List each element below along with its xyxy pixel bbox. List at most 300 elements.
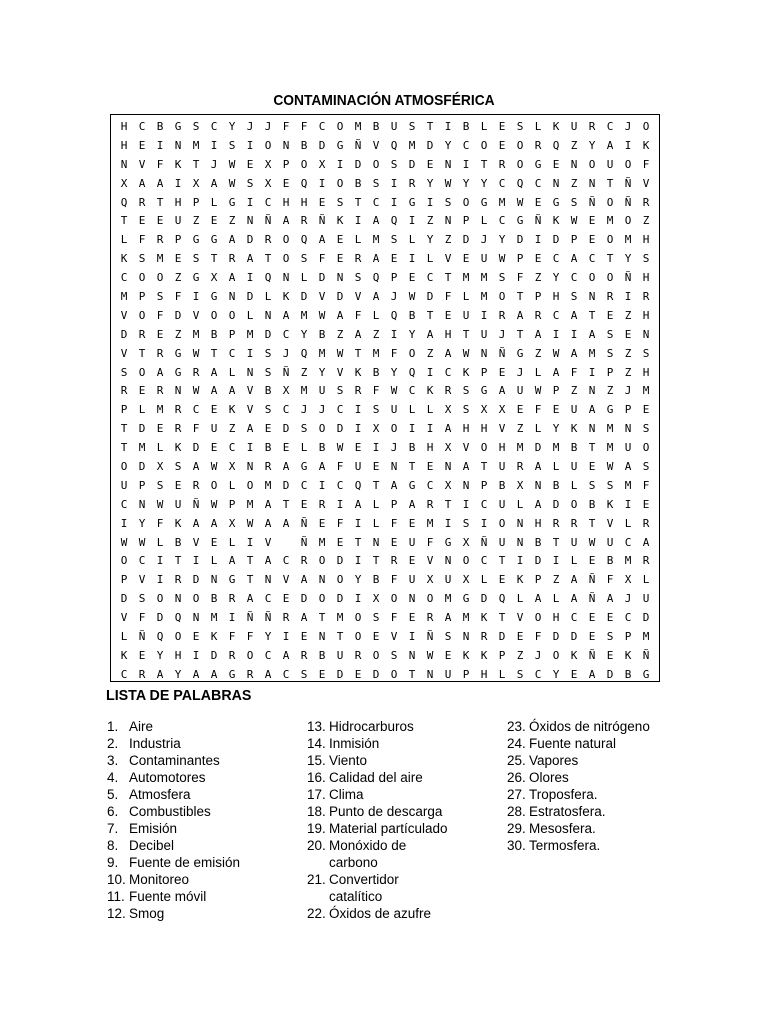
grid-letter: D bbox=[138, 460, 146, 474]
grid-letter: O bbox=[552, 648, 560, 662]
grid-letter: Ñ bbox=[246, 611, 254, 625]
grid-letter: S bbox=[192, 120, 200, 133]
grid-letter: E bbox=[588, 233, 596, 247]
grid-letter: M bbox=[192, 327, 200, 341]
grid-letter: E bbox=[318, 195, 326, 209]
grid-letter: M bbox=[246, 327, 254, 341]
grid-letter: B bbox=[372, 573, 380, 587]
word-text-line: Clima bbox=[329, 787, 364, 802]
grid-letter: O bbox=[462, 554, 470, 568]
grid-letter: P bbox=[390, 497, 398, 511]
word-number: 18. bbox=[307, 804, 326, 819]
word-list-column-2 bbox=[307, 718, 497, 922]
grid-letter: K bbox=[336, 214, 344, 228]
grid-letter: W bbox=[228, 157, 236, 171]
grid-letter: S bbox=[390, 233, 398, 247]
grid-letter: I bbox=[570, 327, 578, 341]
grid-letter: Ñ bbox=[588, 573, 596, 587]
word-list-item bbox=[107, 803, 297, 820]
word-number: 22. bbox=[307, 906, 326, 921]
grid-letter: M bbox=[606, 422, 614, 436]
word-text-line: Troposfera. bbox=[529, 787, 598, 802]
grid-letter: E bbox=[498, 573, 506, 587]
grid-letter: O bbox=[462, 195, 470, 209]
grid-letter: T bbox=[264, 252, 272, 266]
grid-letter: D bbox=[300, 592, 308, 606]
grid-letter: H bbox=[480, 667, 488, 681]
grid-letter: G bbox=[336, 138, 344, 152]
grid-letter: F bbox=[390, 346, 398, 360]
grid-letter: W bbox=[552, 346, 560, 360]
grid-letter: O bbox=[642, 120, 650, 133]
grid-letter: X bbox=[462, 573, 470, 587]
word-number: 15. bbox=[307, 753, 326, 768]
grid-letter: M bbox=[444, 592, 452, 606]
grid-letter: E bbox=[282, 592, 290, 606]
grid-letter: E bbox=[624, 327, 632, 341]
grid-letter: G bbox=[642, 667, 650, 681]
grid-letter: V bbox=[642, 176, 650, 190]
grid-letter: M bbox=[552, 441, 560, 455]
grid-letter: F bbox=[642, 157, 650, 171]
grid-letter: I bbox=[156, 138, 164, 152]
grid-letter: Ñ bbox=[624, 195, 632, 209]
page-title: CONTAMINACIÓN ATMOSFÉRICA bbox=[273, 92, 495, 109]
grid-letter: R bbox=[120, 384, 128, 398]
grid-letter: R bbox=[264, 460, 272, 474]
grid-letter: T bbox=[480, 460, 488, 474]
grid-letter: N bbox=[462, 630, 470, 644]
grid-letter: A bbox=[210, 365, 218, 379]
word-text-line: Combustibles bbox=[129, 804, 211, 819]
grid-letter: S bbox=[570, 195, 578, 209]
grid-letter: O bbox=[282, 252, 290, 266]
grid-letter: R bbox=[156, 233, 164, 247]
grid-letter: E bbox=[138, 214, 146, 228]
grid-letter: H bbox=[462, 422, 470, 436]
grid-letter: L bbox=[372, 516, 380, 530]
grid-letter: Z bbox=[552, 573, 560, 587]
grid-letter: Z bbox=[372, 327, 380, 341]
grid-letter: C bbox=[300, 478, 308, 492]
grid-letter: K bbox=[570, 648, 578, 662]
grid-letter: O bbox=[372, 648, 380, 662]
grid-letter: J bbox=[390, 441, 398, 455]
grid-letter: L bbox=[642, 573, 650, 587]
grid-letter: R bbox=[192, 478, 200, 492]
grid-letter: Z bbox=[426, 346, 434, 360]
grid-letter: F bbox=[138, 611, 146, 625]
grid-letter: E bbox=[462, 252, 470, 266]
grid-letter: O bbox=[390, 592, 398, 606]
grid-letter: N bbox=[246, 214, 254, 228]
grid-letter: I bbox=[354, 554, 362, 568]
grid-letter: S bbox=[516, 120, 524, 133]
word-number: 24. bbox=[507, 736, 526, 751]
grid-letter: D bbox=[282, 422, 290, 436]
grid-letter: X bbox=[372, 422, 380, 436]
word-text bbox=[529, 820, 707, 837]
grid-letter: N bbox=[318, 573, 326, 587]
grid-letter: X bbox=[372, 592, 380, 606]
grid-letter: L bbox=[156, 535, 164, 549]
word-text-line: Estratosfera. bbox=[529, 804, 606, 819]
word-number: 25. bbox=[507, 753, 526, 768]
grid-letter: T bbox=[408, 667, 416, 681]
grid-letter: B bbox=[534, 535, 542, 549]
grid-letter: A bbox=[408, 497, 416, 511]
grid-letter: F bbox=[336, 460, 344, 474]
grid-letter: W bbox=[516, 195, 524, 209]
grid-letter: S bbox=[606, 630, 614, 644]
grid-letter: U bbox=[120, 478, 128, 492]
grid-letter: M bbox=[318, 535, 326, 549]
grid-letter: D bbox=[336, 667, 344, 681]
grid-letter: B bbox=[372, 120, 380, 133]
grid-letter: S bbox=[264, 365, 272, 379]
grid-letter: C bbox=[372, 195, 380, 209]
grid-letter: D bbox=[336, 422, 344, 436]
grid-letter: G bbox=[192, 233, 200, 247]
grid-letter: U bbox=[480, 252, 488, 266]
grid-letter: N bbox=[624, 422, 632, 436]
grid-letter: X bbox=[426, 573, 434, 587]
grid-letter: W bbox=[426, 648, 434, 662]
word-text bbox=[529, 735, 707, 752]
grid-letter: A bbox=[534, 327, 542, 341]
grid-letter: Z bbox=[300, 365, 308, 379]
word-list-item bbox=[307, 718, 497, 735]
grid-letter: L bbox=[480, 214, 488, 228]
grid-letter: O bbox=[354, 630, 362, 644]
grid-letter: G bbox=[516, 346, 524, 360]
grid-letter: Y bbox=[552, 422, 560, 436]
grid-letter: U bbox=[336, 648, 344, 662]
grid-letter: A bbox=[570, 308, 578, 322]
word-text-line: Viento bbox=[329, 753, 368, 768]
grid-letter: T bbox=[426, 120, 434, 133]
grid-letter: J bbox=[624, 592, 632, 606]
grid-letter: I bbox=[408, 630, 416, 644]
grid-letter: Z bbox=[606, 384, 614, 398]
grid-letter: G bbox=[174, 346, 182, 360]
grid-letter: G bbox=[228, 573, 236, 587]
grid-letter: T bbox=[552, 535, 560, 549]
grid-letter: F bbox=[318, 252, 326, 266]
grid-letter: Ñ bbox=[624, 176, 632, 190]
grid-letter: H bbox=[120, 138, 128, 152]
grid-letter: X bbox=[210, 271, 218, 285]
grid-letter: F bbox=[642, 478, 650, 492]
grid-letter: J bbox=[390, 290, 398, 304]
grid-row bbox=[115, 194, 655, 213]
grid-letter: C bbox=[570, 271, 578, 285]
grid-letter: U bbox=[210, 422, 218, 436]
word-text bbox=[329, 871, 497, 905]
grid-letter: D bbox=[264, 327, 272, 341]
grid-letter: S bbox=[120, 365, 128, 379]
grid-letter: A bbox=[354, 327, 362, 341]
word-text-line: Fuente natural bbox=[529, 736, 617, 751]
grid-letter: S bbox=[642, 346, 650, 360]
grid-letter: P bbox=[534, 573, 542, 587]
grid-letter: C bbox=[228, 346, 236, 360]
grid-letter: Z bbox=[336, 327, 344, 341]
grid-letter: E bbox=[498, 365, 506, 379]
word-number: 14. bbox=[307, 736, 326, 751]
grid-letter: I bbox=[444, 120, 452, 133]
grid-letter: R bbox=[282, 611, 290, 625]
grid-letter: B bbox=[318, 441, 326, 455]
grid-letter: E bbox=[588, 460, 596, 474]
grid-letter: S bbox=[372, 403, 380, 417]
grid-letter: R bbox=[534, 308, 542, 322]
grid-letter: U bbox=[444, 573, 452, 587]
grid-letter: E bbox=[336, 252, 344, 266]
grid-letter: M bbox=[336, 611, 344, 625]
grid-letter: A bbox=[336, 308, 344, 322]
grid-letter: S bbox=[390, 157, 398, 171]
grid-letter: E bbox=[390, 535, 398, 549]
grid-letter: C bbox=[480, 554, 488, 568]
grid-letter: T bbox=[120, 214, 128, 228]
grid-letter: C bbox=[498, 214, 506, 228]
grid-letter: W bbox=[498, 252, 506, 266]
grid-letter: R bbox=[228, 592, 236, 606]
grid-letter: A bbox=[318, 233, 326, 247]
word-number: 3. bbox=[107, 753, 119, 768]
grid-letter: Ñ bbox=[282, 365, 290, 379]
word-number: 16. bbox=[307, 770, 326, 785]
grid-letter: B bbox=[156, 120, 164, 133]
grid-letter: V bbox=[192, 535, 200, 549]
grid-letter: W bbox=[210, 497, 218, 511]
grid-letter: R bbox=[156, 384, 164, 398]
grid-letter: V bbox=[282, 573, 290, 587]
grid-letter: R bbox=[390, 554, 398, 568]
grid-letter: L bbox=[300, 441, 308, 455]
grid-letter: Z bbox=[192, 214, 200, 228]
grid-letter: C bbox=[120, 271, 128, 285]
grid-letter: O bbox=[390, 422, 398, 436]
grid-letter: I bbox=[192, 290, 200, 304]
grid-letter: Y bbox=[498, 233, 506, 247]
word-number: 19. bbox=[307, 821, 326, 836]
grid-letter: G bbox=[210, 233, 218, 247]
grid-letter: D bbox=[570, 630, 578, 644]
grid-letter: Z bbox=[426, 214, 434, 228]
grid-letter: O bbox=[246, 648, 254, 662]
grid-letter: O bbox=[390, 667, 398, 681]
word-list-item bbox=[107, 752, 297, 769]
grid-letter: T bbox=[588, 308, 596, 322]
word-list-item bbox=[307, 820, 497, 837]
grid-letter: C bbox=[318, 120, 326, 133]
grid-letter: Z bbox=[624, 308, 632, 322]
grid-letter: E bbox=[282, 176, 290, 190]
grid-letter: W bbox=[408, 290, 416, 304]
grid-letter: S bbox=[642, 422, 650, 436]
grid-letter: E bbox=[138, 384, 146, 398]
grid-letter: E bbox=[642, 497, 650, 511]
word-number: 1. bbox=[107, 719, 119, 734]
word-number: 21. bbox=[307, 872, 326, 887]
grid-letter: K bbox=[462, 648, 470, 662]
word-text-line: carbono bbox=[329, 855, 378, 870]
grid-letter: T bbox=[120, 441, 128, 455]
grid-letter: O bbox=[138, 365, 146, 379]
grid-letter: C bbox=[408, 384, 416, 398]
grid-letter: W bbox=[192, 346, 200, 360]
grid-letter: A bbox=[390, 478, 398, 492]
grid-letter: H bbox=[174, 648, 182, 662]
word-text bbox=[129, 752, 297, 769]
grid-letter: N bbox=[588, 384, 596, 398]
grid-letter: E bbox=[606, 611, 614, 625]
grid-letter: F bbox=[354, 308, 362, 322]
grid-letter: V bbox=[264, 535, 272, 549]
grid-letter: I bbox=[210, 138, 218, 152]
word-number: 28. bbox=[507, 804, 526, 819]
grid-letter: J bbox=[282, 346, 290, 360]
grid-letter: Ñ bbox=[318, 214, 326, 228]
grid-letter: G bbox=[174, 120, 182, 133]
grid-letter: I bbox=[174, 176, 182, 190]
word-list-item bbox=[507, 837, 707, 854]
grid-letter: P bbox=[138, 290, 146, 304]
grid-letter: N bbox=[246, 460, 254, 474]
grid-letter: I bbox=[390, 195, 398, 209]
grid-letter: H bbox=[444, 327, 452, 341]
grid-row bbox=[115, 231, 655, 250]
grid-letter: N bbox=[120, 157, 128, 171]
word-number: 2. bbox=[107, 736, 119, 751]
grid-letter: W bbox=[156, 497, 164, 511]
grid-letter: I bbox=[426, 422, 434, 436]
grid-letter: N bbox=[174, 384, 182, 398]
grid-letter: E bbox=[210, 403, 218, 417]
grid-letter: G bbox=[480, 384, 488, 398]
grid-letter: P bbox=[624, 630, 632, 644]
grid-letter: I bbox=[282, 630, 290, 644]
grid-letter: M bbox=[120, 290, 128, 304]
grid-letter: R bbox=[426, 497, 434, 511]
grid-letter: A bbox=[588, 667, 596, 681]
grid-letter: H bbox=[534, 516, 542, 530]
grid-letter: F bbox=[390, 516, 398, 530]
grid-letter: Z bbox=[642, 214, 650, 228]
grid-letter: Q bbox=[300, 233, 308, 247]
grid-letter: A bbox=[210, 384, 218, 398]
grid-letter: V bbox=[426, 554, 434, 568]
grid-letter: T bbox=[354, 346, 362, 360]
grid-letter: G bbox=[192, 271, 200, 285]
grid-letter: V bbox=[138, 573, 146, 587]
grid-letter: E bbox=[570, 667, 578, 681]
grid-letter: O bbox=[228, 308, 236, 322]
grid-row bbox=[115, 477, 655, 496]
grid-row bbox=[115, 420, 655, 439]
word-number: 7. bbox=[107, 821, 119, 836]
grid-letter: M bbox=[264, 478, 272, 492]
grid-letter: G bbox=[444, 535, 452, 549]
grid-letter: R bbox=[552, 516, 560, 530]
word-text-line: Atmosfera bbox=[129, 787, 191, 802]
word-text bbox=[129, 803, 297, 820]
word-list-item bbox=[107, 837, 297, 854]
grid-letter: C bbox=[588, 252, 596, 266]
grid-letter: X bbox=[498, 403, 506, 417]
grid-letter: N bbox=[336, 271, 344, 285]
grid-letter: A bbox=[282, 516, 290, 530]
word-text bbox=[329, 769, 497, 786]
grid-letter: N bbox=[264, 573, 272, 587]
grid-letter: Y bbox=[174, 667, 182, 681]
letter-grid bbox=[115, 118, 655, 685]
word-text bbox=[329, 786, 497, 803]
grid-letter: I bbox=[228, 611, 236, 625]
grid-letter: P bbox=[498, 648, 506, 662]
grid-letter: D bbox=[462, 233, 470, 247]
grid-letter: O bbox=[336, 120, 344, 133]
grid-letter: Q bbox=[354, 478, 362, 492]
grid-letter: C bbox=[228, 441, 236, 455]
grid-letter: Y bbox=[390, 365, 398, 379]
grid-letter: R bbox=[606, 290, 614, 304]
grid-letter: M bbox=[138, 441, 146, 455]
grid-letter: L bbox=[534, 365, 542, 379]
word-list-item bbox=[307, 769, 497, 786]
grid-letter: D bbox=[642, 611, 650, 625]
grid-letter: Y bbox=[552, 271, 560, 285]
word-text bbox=[129, 735, 297, 752]
grid-letter: R bbox=[642, 554, 650, 568]
grid-letter: B bbox=[408, 308, 416, 322]
word-list-column-3 bbox=[507, 718, 707, 854]
grid-letter: A bbox=[228, 554, 236, 568]
grid-letter: R bbox=[228, 648, 236, 662]
grid-letter: O bbox=[498, 516, 506, 530]
grid-letter: C bbox=[498, 176, 506, 190]
grid-letter: T bbox=[156, 195, 164, 209]
grid-letter: M bbox=[462, 611, 470, 625]
grid-row bbox=[115, 250, 655, 269]
grid-letter: R bbox=[516, 460, 524, 474]
grid-row bbox=[115, 534, 655, 553]
grid-letter: A bbox=[462, 460, 470, 474]
grid-letter: E bbox=[606, 648, 614, 662]
grid-letter: D bbox=[516, 233, 524, 247]
grid-letter: Ñ bbox=[588, 648, 596, 662]
grid-letter: S bbox=[444, 630, 452, 644]
grid-letter: G bbox=[174, 365, 182, 379]
grid-letter: A bbox=[444, 346, 452, 360]
grid-letter: S bbox=[462, 516, 470, 530]
grid-letter: S bbox=[246, 176, 254, 190]
grid-letter: Ñ bbox=[588, 592, 596, 606]
grid-letter: Q bbox=[408, 365, 416, 379]
grid-letter: G bbox=[606, 403, 614, 417]
word-list-item bbox=[107, 718, 297, 735]
grid-row bbox=[115, 364, 655, 383]
grid-letter: Ñ bbox=[300, 535, 308, 549]
grid-letter: B bbox=[354, 176, 362, 190]
grid-letter: I bbox=[192, 554, 200, 568]
word-list-column-1 bbox=[107, 718, 297, 922]
grid-letter: O bbox=[588, 157, 596, 171]
grid-letter: O bbox=[120, 554, 128, 568]
grid-letter: R bbox=[174, 422, 182, 436]
